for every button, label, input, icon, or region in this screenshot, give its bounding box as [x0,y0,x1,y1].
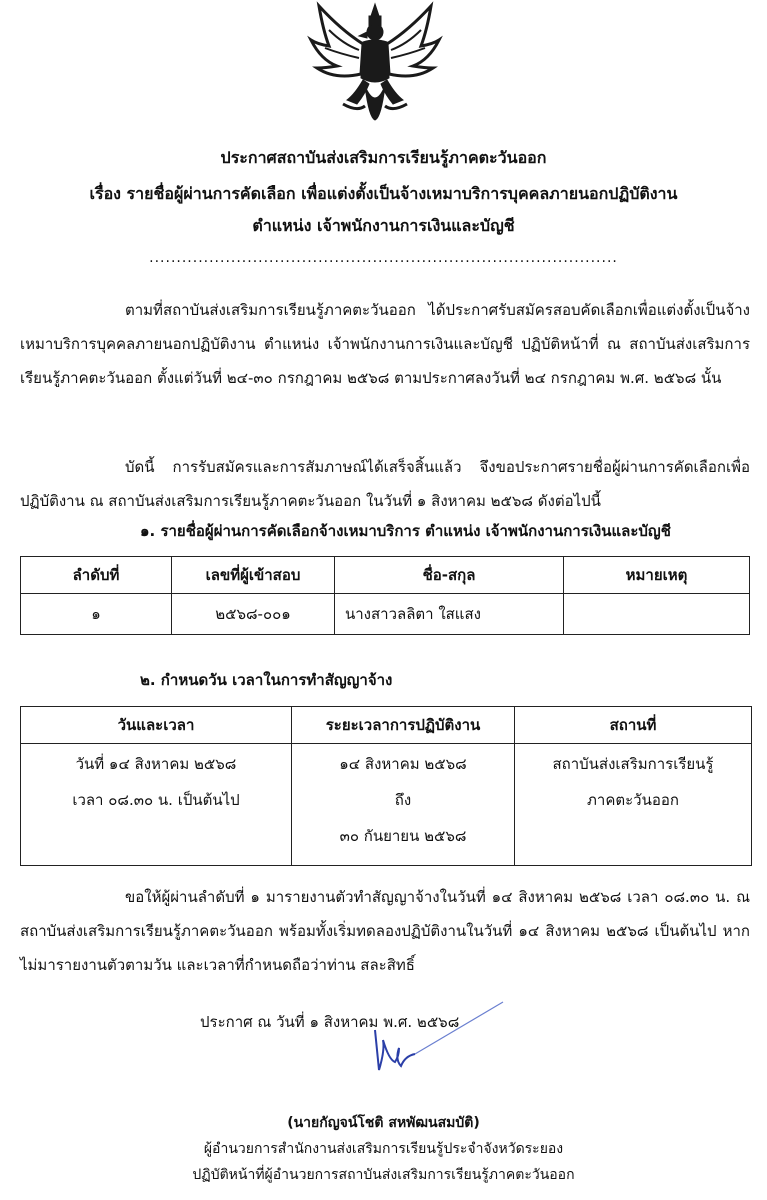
period-line: ถึง [394,791,412,809]
section1-heading: ๑. รายชื่อผู้ผ่านการคัดเลือกจ้างเหมาบริการ ตำแหน่ง เจ้าพนักงานการเงินและบัญชี [140,522,671,540]
cell-exam-no: ๒๕๖๘-๐๐๑ [172,594,335,635]
place-line: ภาคตะวันออก [587,791,679,809]
col-period-header: ระยะเวลาการปฏิบัติงาน [292,707,515,744]
datetime-line: เวลา ๐๘.๓๐ น. เป็นต้นไป [72,791,240,809]
announcement-subject: เรื่อง รายชื่อผู้ผ่านการคัดเลือก เพื่อแต่งตั้งเป็นจ้างเหมาบริการบุคคลภายนอกปฏิบัติงาน [89,184,678,203]
cell-order: ๑ [21,594,172,635]
col-datetime-header: วันและเวลา [21,707,292,744]
datetime-line: วันที่ ๑๔ สิงหาคม ๒๕๖๘ [75,755,237,773]
cell-note [564,594,750,635]
handwritten-signature [355,1000,505,1100]
intro-paragraph: ตามที่สถาบันส่งเสริมการเรียนรู้ภาคตะวันออก ได้ประกาศรับสมัครสอบคัดเลือกเพื่อแต่งตั้งเป็นจ้างเหมาบริการบุคคลภายนอกปฏิบัติงาน ตำแหน่ง เจ้าพนักงานการเงินและบัญชี ปฏิบัติหน้าที่ ณ สถาบันส่งเสริมการเรียนรู้ภาคตะวันออก ตั้งแต่วันที่ ๒๔-๓๐ กรกฎาคม ๒๕๖๘ ตามประกาศลงวันที่ ๒๔ กรกฎาคม พ.ศ. ๒๕๖๘ นั้น [20,301,750,387]
col-name-header: ชื่อ-สกุล [335,557,564,594]
place-line: สถาบันส่งเสริมการเรียนรู้ [552,755,714,773]
table-header-row [21,557,750,594]
col-exam-no-header: เลขที่ผู้เข้าสอบ [172,557,335,594]
title-divider: ...................................................................................... [149,250,618,266]
col-order-header: ลำดับที่ [21,557,172,594]
announcement-paragraph: บัดนี้ การรับสมัครและการสัมภาษณ์ได้เสร็จสิ้นแล้ว จึงขอประกาศรายชื่อผู้ผ่านการคัดเลือกเพื่อปฏิบัติงาน ณ สถาบันส่งเสริมการเรียนรู้ภาคตะวันออก ในวันที่ ๑ สิงหาคม ๒๕๖๘ ดังต่อไปนี้ [20,458,750,510]
col-place-header: สถานที่ [515,707,752,744]
cell-datetime [21,744,292,866]
announcement-date: ประกาศ ณ วันที่ ๑ สิงหาคม พ.ศ. ๒๕๖๘ [200,1013,460,1031]
cell-place [515,744,752,866]
contract-schedule-table [20,706,752,866]
cell-period [292,744,515,866]
section2-heading: ๒. กำหนดวัน เวลาในการทำสัญญาจ้าง [140,671,393,689]
announcement-position: ตำแหน่ง เจ้าพนักงานการเงินและบัญชี [252,216,515,235]
instruction-paragraph: ขอให้ผู้ผ่านลำดับที่ ๑ มารายงานตัวทำสัญญาจ้างในวันที่ ๑๔ สิงหาคม ๒๕๖๘ เวลา ๐๘.๓๐ น. ณ สถาบันส่งเสริมการเรียนรู้ภาคตะวันออก พร้อมทั้งเริ่มทดลองปฏิบัติงานในวันที่ ๑๔ สิงหาคม ๒๕๖๘ เป็นต้นไป หากไม่มารายงานตัวตามวัน และเวลาที่กำหนดถือว่าท่าน สละสิทธิ์ [20,888,750,974]
signer-name: (นายกัญจน์โชติ สหพัฒนสมบัติ) [287,1115,480,1131]
cell-name: นางสาวลลิตา ใสแสง [335,594,564,635]
signer-acting-position: ปฏิบัติหน้าที่ผู้อำนวยการสถาบันส่งเสริมการเรียนรู้ภาคตะวันออก [192,1167,575,1183]
col-note-header: หมายเหตุ [564,557,750,594]
period-line: ๑๔ สิงหาคม ๒๕๖๘ [339,755,467,773]
table-row [21,744,752,866]
period-line: ๓๐ กันยายน ๒๕๖๘ [339,827,467,845]
table-row [21,594,750,635]
signer-position: ผู้อำนวยการสำนักงานส่งเสริมการเรียนรู้ประจำจังหวัดระยอง [203,1141,564,1157]
announcement-title: ประกาศสถาบันส่งเสริมการเรียนรู้ภาคตะวันออก [220,148,547,167]
table-header-row [21,707,752,744]
garuda-emblem [307,0,443,122]
selected-candidates-table [20,556,750,635]
